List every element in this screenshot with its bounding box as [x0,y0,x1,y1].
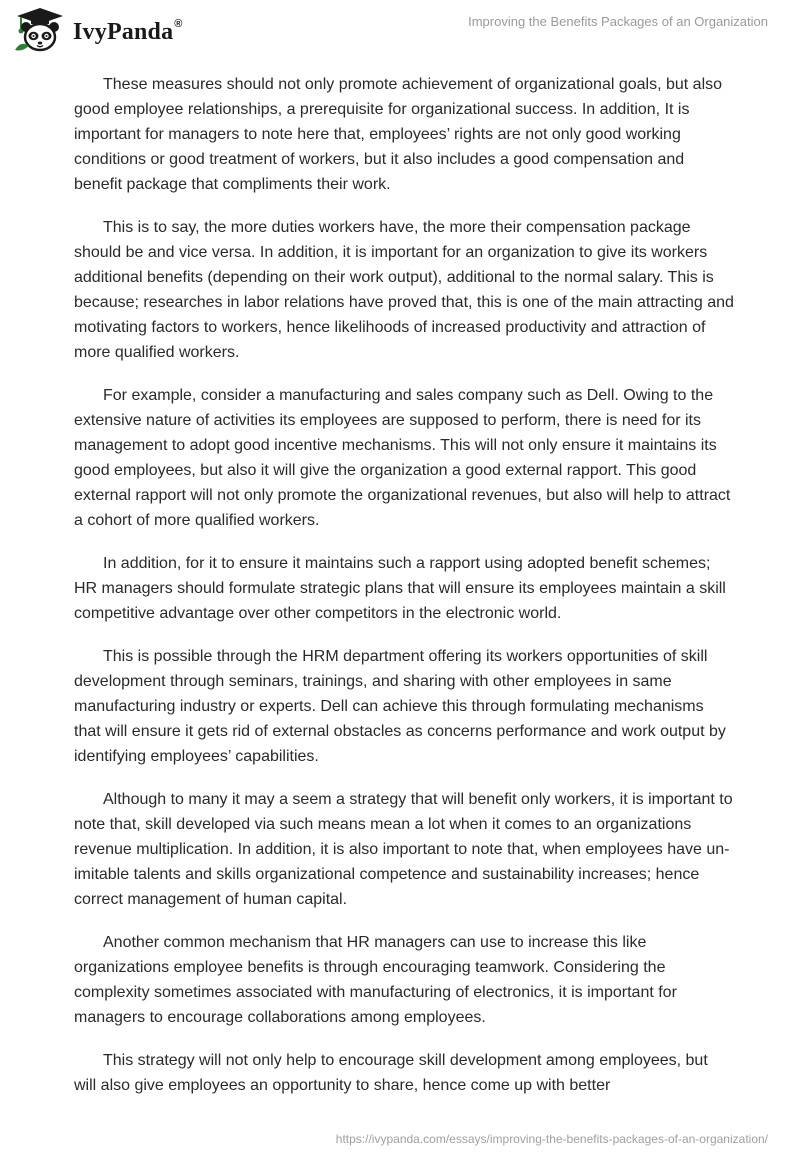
paragraph: This is possible through the HRM department offering its workers opportunities of skill development through seminars, trainings, and sharing with other employees in same manufacturing industry or experts. Dell can achieve this through formulating mechanisms that will ensure it gets rid of external obstacles as concerns performance and work output by identifying employees’ capabilities. [74,648,726,765]
paragraph: Although to many it may a seem a strategy that will benefit only workers, it is important to note that, skill developed via such means mean a lot when it comes to an organizations revenue multiplication. In addition, it is also important to note that, when employees have un-imitable talents and skills organizational competence and sustainability increases; hence correct management of human capital. [74,791,733,908]
essay-body [74,72,734,1116]
document-title: Improving the Benefits Packages of an Organization [468,14,768,29]
paragraph: This strategy will not only help to encourage skill development among employees, but will also give employees an opportunity to share, hence come up with better [74,1052,708,1094]
panda-graduate-icon [13,6,67,54]
paragraph: This is to say, the more duties workers have, the more their compensation package should be and vice versa. In addition, it is important for an organization to give its workers additional benefits (depending on their work output), additional to the normal salary. This is because; researches in labor relations have proved that, this is one of the main attracting and motivating factors to workers, hence likelihoods of increased productivity and attraction of more qualified workers. [74,219,734,361]
paragraph: Another common mechanism that HR managers can use to increase this like organizations employee benefits is through encouraging teamwork. Considering the complexity sometimes associated with manufacturing of electronics, it is important for managers to encourage collaborations among employees. [74,934,677,1026]
paragraph: In addition, for it to ensure it maintains such a rapport using adopted benefit schemes; HR managers should formulate strategic plans that will ensure its employees maintain a skill competitive advantage over other competitors in the electronic world. [74,555,726,622]
paragraph: For example, consider a manufacturing and sales company such as Dell. Owing to the extensive nature of activities its employees are supposed to perform, there is need for its management to adopt good incentive mechanisms. This will not only ensure it maintains its good employees, but also it will give the organization a good external rapport. This good external rapport will not only promote the organizational revenues, but also will help to attract a cohort of more qualified workers. [74,387,731,529]
source-url[interactable]: https://ivypanda.com/essays/improving-the-benefits-packages-of-an-organization/ [335,1132,768,1146]
brand-logo[interactable] [13,6,183,54]
paragraph: These measures should not only promote achievement of organizational goals, but also good employee relationships, a prerequisite for organizational success. In addition, It is important for managers to note here that, employees’ rights are not only good working conditions or good treatment of workers, but it also includes a good compensation and benefit package that compliments their work. [74,76,723,193]
brand-name: IvyPanda® [73,17,183,45]
